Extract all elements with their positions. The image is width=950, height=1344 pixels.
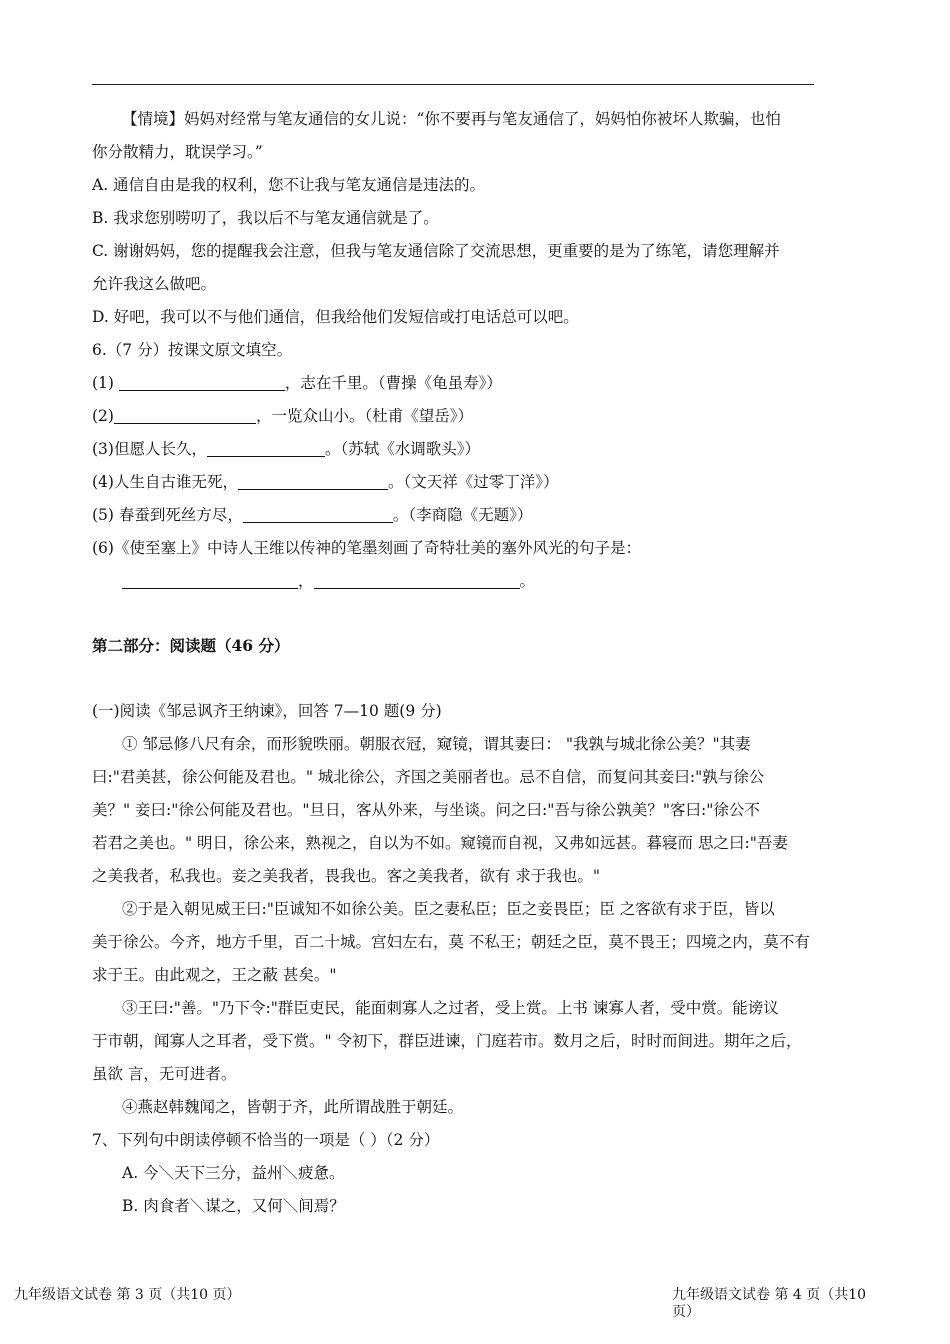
situation-line-2: 你分散精力，耽误学习。” bbox=[92, 143, 263, 161]
question-6-item-5 bbox=[92, 503, 532, 527]
reading-p3-line-2: 于市朝，闻寡人之耳者，受下赏。" 令初下，群臣进谏，门庭若市。数月之后，时时而间进。期年之后， bbox=[92, 1032, 802, 1050]
situation-line-1: 【情境】妈妈对经常与笔友通信的女儿说：“你不要再与笔友通信了，妈妈怕你被坏人欺骗，也怕 bbox=[122, 110, 781, 128]
option-5d: D. 好吧，我可以不与他们通信，但我给他们发短信或打电话总可以吧。 bbox=[92, 308, 579, 326]
item-1-prefix: (1) bbox=[92, 374, 119, 392]
fill-blank-6b[interactable] bbox=[314, 571, 520, 589]
question-6-item-6-blanks bbox=[122, 569, 535, 593]
footer-right-page-number bbox=[672, 1287, 866, 1321]
fill-blank-2[interactable] bbox=[114, 406, 256, 424]
question-6-item-3 bbox=[92, 437, 480, 461]
fill-blank-5[interactable] bbox=[243, 505, 393, 523]
option-5a: A. 通信自由是我的权利，您不让我与笔友通信是违法的。 bbox=[92, 176, 486, 194]
item-5-suffix: 。（李商隐《无题》） bbox=[392, 506, 533, 524]
item-5-prefix: (5) 春蚕到死丝方尽， bbox=[92, 506, 243, 524]
option-7a: A. 今＼天下三分，益州＼疲惫。 bbox=[122, 1164, 345, 1182]
item-4-prefix: (4)人生自古谁无死， bbox=[92, 473, 238, 491]
item-1-suffix: ，志在千里。（曹操《龟虽寿》） bbox=[284, 374, 502, 392]
question-6-item-2 bbox=[92, 404, 473, 428]
reading-p1-line-5: 之美我者，私我也。妾之美我者，畏我也。客之美我者，欲有 求于我也。" bbox=[92, 867, 601, 885]
item-3-suffix: 。（苏轼《水调歌头》） bbox=[324, 440, 480, 458]
reading-p1-line-4: 若君之美也。" 明日，徐公来，熟视之，自以为不如。窥镜而自视，又弗如远甚。暮寝而 思之曰:"吾妻 bbox=[92, 834, 788, 852]
question-6-item-1 bbox=[92, 371, 502, 395]
item-6-end: 。 bbox=[519, 572, 536, 590]
fill-blank-6a[interactable] bbox=[122, 571, 298, 589]
item-6-separator: ， bbox=[298, 572, 314, 590]
part-2-title: 第二部分：阅读题（46 分） bbox=[92, 636, 290, 655]
reading-p2-line-1: ②于是入朝见威王曰:"臣诚知不如徐公美。臣之妻私臣；臣之妾畏臣；臣 之客欲有求于臣，皆以 bbox=[122, 900, 775, 918]
option-5b: B. 我求您别唠叨了，我以后不与笔友通信就是了。 bbox=[92, 209, 439, 227]
question-7-title: 7、下列句中朗读停顿不恰当的一项是（ ）（2 分） bbox=[92, 1131, 440, 1149]
footer-left-page-number: 九年级语文试卷 第 3 页（共10 页） bbox=[14, 1287, 241, 1303]
reading-p3-line-3: 虽欲 言，无可进者。 bbox=[92, 1065, 237, 1083]
footer-right-line-2: 页） bbox=[672, 1304, 700, 1320]
reading-p2-line-3: 求于王。由此观之，王之蔽 甚矣。" bbox=[92, 966, 337, 984]
reading-p1-line-1: ① 邹忌修八尺有余，而形貌昳丽。朝服衣冠，窥镜，谓其妻曰： "我孰与城北徐公美？"其妻 bbox=[122, 735, 751, 753]
option-5c-line-1: C. 谢谢妈妈，您的提醒我会注意，但我与笔友通信除了交流思想，更重要的是为了练笔，请您理解并 bbox=[92, 242, 780, 260]
footer-right-line-1: 九年级语文试卷 第 4 页（共10 bbox=[672, 1287, 867, 1303]
header-rule bbox=[92, 84, 814, 85]
question-6-title: 6.（7 分）按课文原文填空。 bbox=[92, 341, 293, 359]
fill-blank-1[interactable] bbox=[119, 373, 285, 391]
option-7b: B. 肉食者＼谋之，又何＼间焉？ bbox=[122, 1197, 345, 1215]
reading-intro: (一)阅读《邹忌讽齐王纳谏》，回答 7—10 题(9 分) bbox=[92, 702, 442, 720]
item-2-suffix: ，一览众山小。（杜甫《望岳》） bbox=[255, 407, 473, 425]
question-6-item-6: (6)《使至塞上》中诗人王维以传神的笔墨刻画了奇特壮美的塞外风光的句子是： bbox=[92, 539, 641, 557]
reading-p1-line-3: 美？" 妾曰:"徐公何能及君也。"旦日，客从外来，与坐谈。问之曰:"吾与徐公孰美？"客曰:"徐公不 bbox=[92, 801, 760, 819]
item-2-prefix: (2) bbox=[92, 407, 114, 425]
reading-p2-line-2: 美于徐公。今齐，地方千里，百二十城。宫妇左右，莫 不私王；朝廷之臣，莫不畏王；四境之内，莫不有 bbox=[92, 933, 810, 951]
reading-p4: ④燕赵韩魏闻之，皆朝于齐，此所谓战胜于朝廷。 bbox=[122, 1098, 464, 1116]
reading-p3-line-1: ③王曰:"善。"乃下令:"群臣吏民，能面刺寡人之过者，受上赏。上书 谏寡人者，受中赏。能谤议 bbox=[122, 999, 779, 1017]
item-3-prefix: (3)但愿人长久， bbox=[92, 440, 207, 458]
reading-p1-line-2: 曰:"君美甚，徐公何能及君也。" 城北徐公，齐国之美丽者也。忌不自信，而复问其妾曰:"孰与徐公 bbox=[92, 768, 765, 786]
fill-blank-3[interactable] bbox=[207, 439, 325, 457]
question-6-item-4 bbox=[92, 470, 558, 494]
item-4-suffix: 。（文天祥《过零丁洋》） bbox=[387, 473, 559, 491]
option-5c-line-2: 允许我这么做吧。 bbox=[92, 275, 217, 293]
fill-blank-4[interactable] bbox=[238, 472, 388, 490]
